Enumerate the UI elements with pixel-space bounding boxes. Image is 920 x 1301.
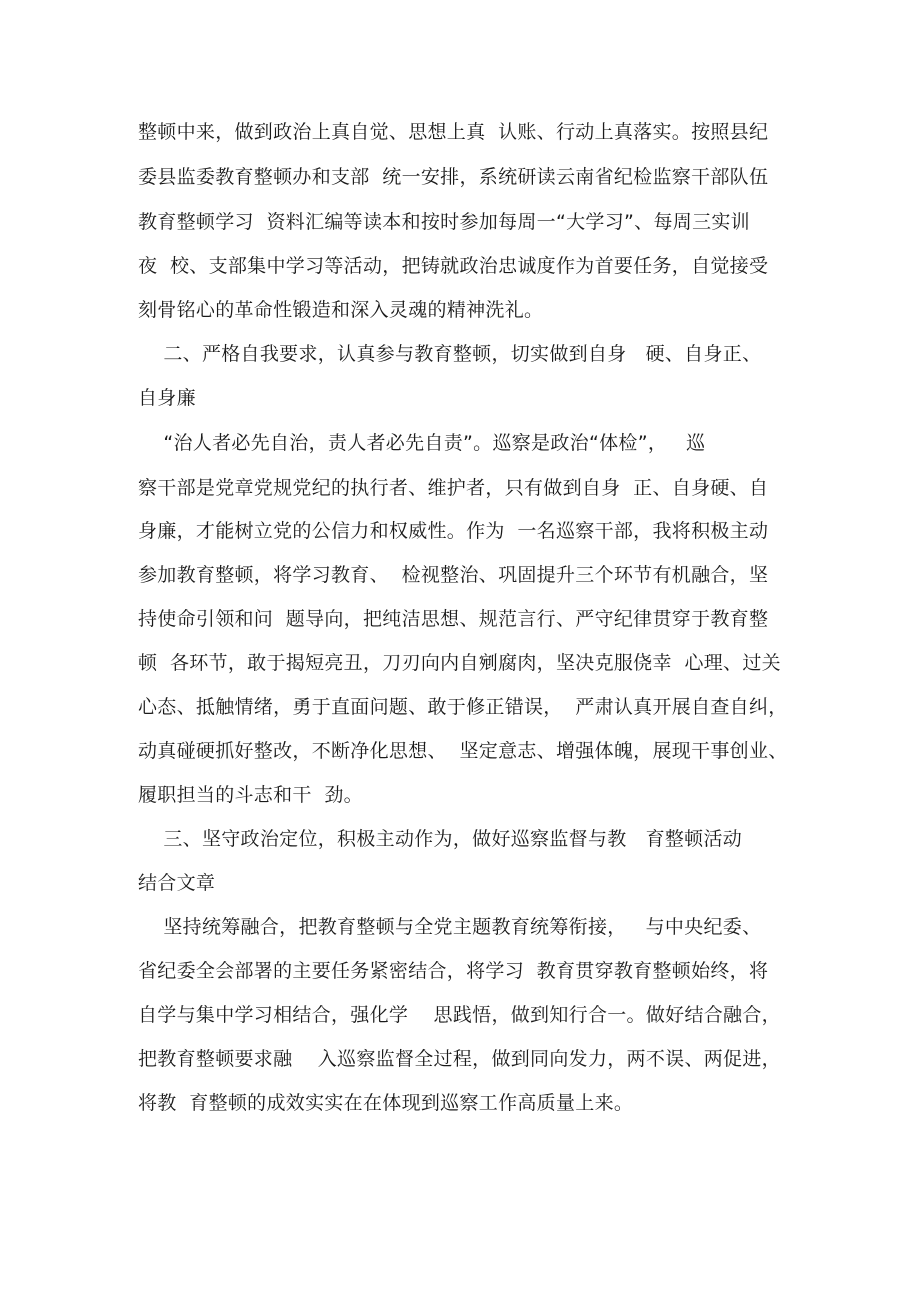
text-line: 夜 校、支部集中学习等活动，把铸就政治忠诚度作为首要任务，自觉接受 bbox=[138, 255, 769, 277]
section-heading: 自身廉 bbox=[138, 387, 196, 409]
text-line: 动真碰硬抓好整改，不断净化思想、 坚定意志、增强体魄，展现干事创业、 bbox=[138, 740, 788, 762]
text-line: 将教 育整顿的成效实实在在体现到巡察工作高质量上来。 bbox=[138, 1092, 634, 1114]
text-line: 自学与集中学习相结合，强化学 思践悟，做到知行合一。做好结合融合， bbox=[138, 1004, 781, 1026]
section-heading: 结合文章 bbox=[138, 872, 216, 894]
text-line: 整顿中来，做到政治上真自觉、思想上真 认账、行动上真落实。按照县纪 bbox=[138, 121, 769, 143]
text-line: 教育整顿学习 资料汇编等读本和按时参加每周一“大学习”、每周三实训 bbox=[138, 211, 750, 233]
text-line: 坚持统筹融合，把教育整顿与全党主题教育统筹衔接， 与中央纪委、 bbox=[138, 916, 762, 938]
section-heading: 三、坚守政治定位，积极主动作为，做好巡察监督与教 育整顿活动 bbox=[138, 828, 743, 850]
section-heading: 二、严格自我要求，认真参与教育整顿，切实做到自身 硬、自身正、 bbox=[138, 343, 762, 365]
text-line: 刻骨铭心的革命性锻造和深入灵魂的精神洗礼。 bbox=[138, 299, 544, 321]
text-line: 察干部是党章党规党纪的执行者、维护者，只有做到自身 正、自身硬、自 bbox=[138, 477, 769, 499]
text-line: 持使命引领和问 题导向，把纯洁思想、规范言行、严守纪律贯穿于教育整 bbox=[138, 608, 769, 630]
text-line: 委县监委教育整顿办和支部 统一安排，系统研读云南省纪检监察干部队伍 bbox=[138, 166, 769, 188]
text-line: “治人者必先自治，责人者必先自责”。巡察是政治“体检”， 巡 bbox=[138, 432, 706, 454]
text-line: 省纪委全会部署的主要任务紧密结合，将学习 教育贯穿教育整顿始终，将 bbox=[138, 960, 769, 982]
text-line: 顿 各环节，敢于揭短亮丑，刀刃向内自剜腐肉，坚决克服侥幸 心理、过关 bbox=[138, 652, 781, 674]
text-line: 身廉，才能树立党的公信力和权威性。作为 一名巡察干部，我将积极主动 bbox=[138, 520, 769, 542]
text-line: 参加教育整顿，将学习教育、 检视整治、巩固提升三个环节有机融合，坚 bbox=[138, 564, 769, 586]
text-line: 心态、抵触情绪，勇于直面问题、敢于修正错误， 严肃认真开展自查自纠， bbox=[138, 696, 788, 718]
text-line: 把教育整顿要求融 入巡察监督全过程，做到同向发力，两不误、两促进， bbox=[138, 1048, 781, 1070]
text-line: 履职担当的斗志和干 劲。 bbox=[138, 784, 363, 806]
